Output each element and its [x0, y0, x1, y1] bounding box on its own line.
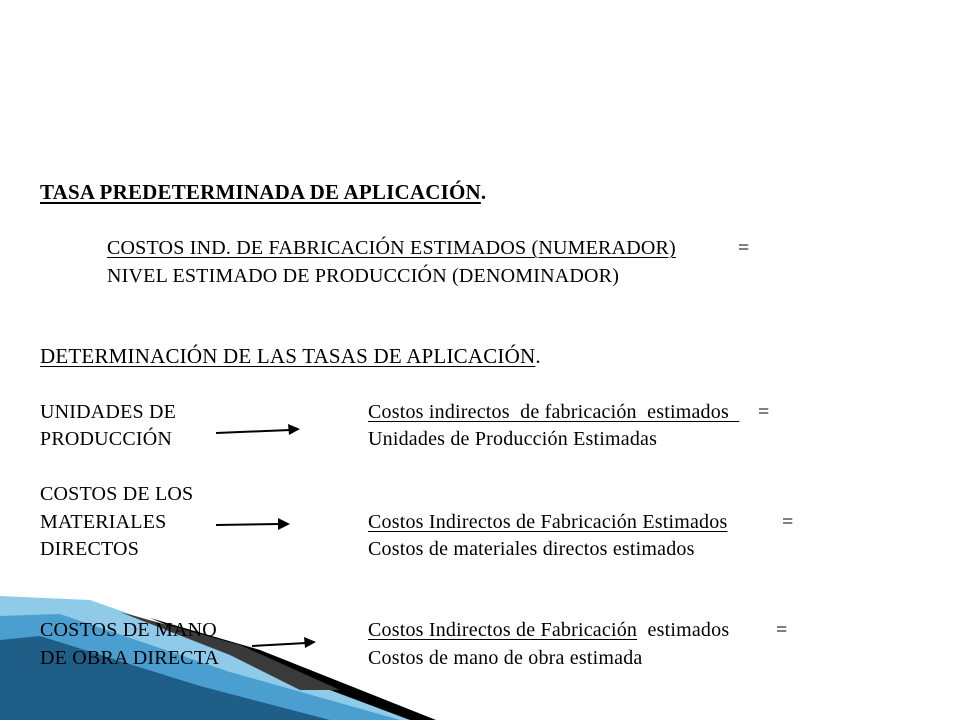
- section1-title: [40, 180, 486, 204]
- row3-numerator-suffix: estimados: [637, 619, 730, 641]
- row3-label-line2: DE OBRA DIRECTA: [40, 647, 220, 669]
- row2-arrow-icon: [214, 516, 304, 532]
- section2-title-text: DETERMINACIÓN DE LAS TASAS DE APLICACIÓN: [40, 344, 536, 368]
- row1-denominator: Unidades de Producción Estimadas: [368, 428, 658, 450]
- section1-denominator: NIVEL ESTIMADO DE PRODUCCIÓN (DENOMINADOR): [107, 265, 620, 287]
- row2-label-line3: DIRECTOS: [40, 538, 140, 560]
- row1-label-line1: UNIDADES DE: [40, 401, 177, 423]
- row3-label-line1: COSTOS DE MANO: [40, 619, 217, 641]
- row3-numerator-line: [368, 618, 729, 642]
- row2-numerator: Costos Indirectos de Fabricación Estimados: [368, 511, 728, 533]
- row2-equals: =: [782, 511, 794, 533]
- section2-title-end: .: [535, 344, 541, 368]
- row1-numerator: Costos indirectos de fabricación estimados: [368, 401, 740, 423]
- row1-equals: =: [758, 401, 770, 423]
- row1-arrow-icon: [214, 422, 304, 438]
- row2-label-line2: MATERIALES: [40, 511, 167, 533]
- row3-denominator: Costos de mano de obra estimada: [368, 647, 643, 669]
- row3-equals: =: [776, 619, 788, 641]
- row2-denominator: Costos de materiales directos estimados: [368, 538, 695, 560]
- section1-numerator-line: [107, 236, 676, 260]
- row3-arrow-icon: [250, 636, 340, 652]
- row1-label-line2: PRODUCCIÓN: [40, 428, 173, 450]
- section1-title-text: TASA PREDETERMINADA DE APLICACIÓN: [40, 180, 481, 204]
- section2-title: [40, 344, 541, 368]
- row3-numerator: Costos Indirectos de Fabricación: [368, 619, 638, 641]
- row2-label-line1: COSTOS DE LOS: [40, 483, 194, 505]
- section1-equals: =: [738, 237, 750, 259]
- section1-numerator: COSTOS IND. DE FABRICACIÓN ESTIMADOS (NUMERADOR): [107, 237, 676, 259]
- row1-numerator-line: [368, 400, 739, 424]
- row2-numerator-line: [368, 510, 727, 534]
- section1-title-end: .: [480, 180, 487, 204]
